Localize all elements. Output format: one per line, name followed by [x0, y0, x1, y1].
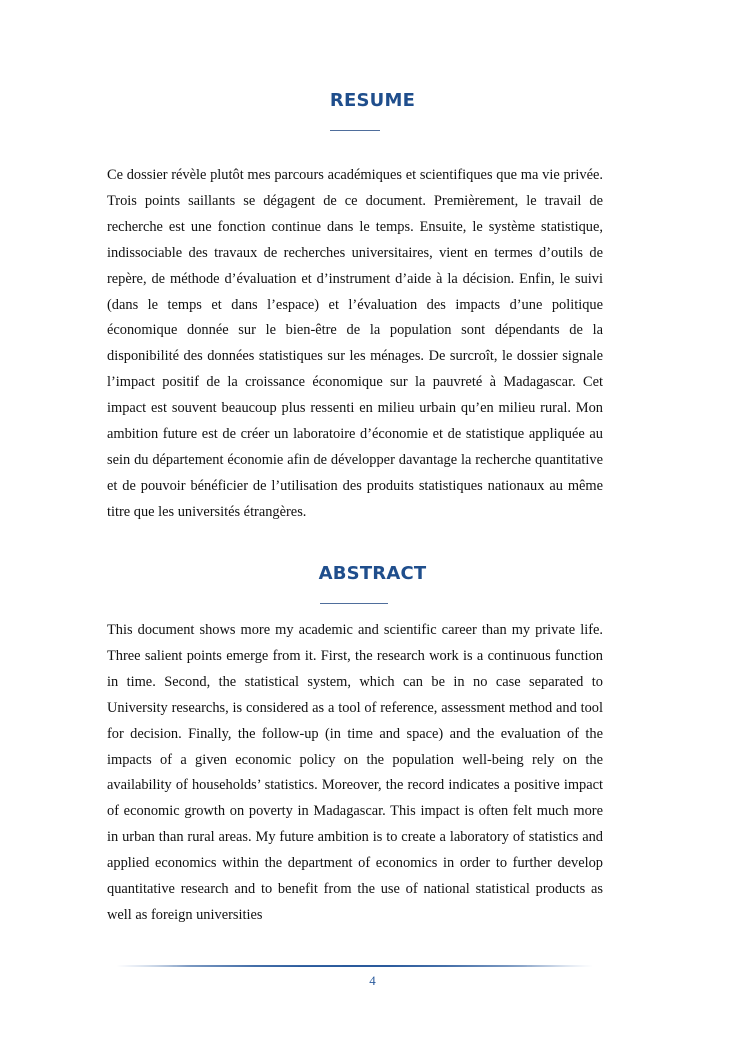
footer-decorative-rule	[116, 964, 594, 968]
abstract-heading-underline	[320, 603, 388, 604]
resume-heading: RESUME	[329, 90, 416, 111]
abstract-paragraph: This document shows more my academic and scientific career than my private life. Three salient points emerge from it. First, the research work is a continuous function in time. Second, the statistical system, which can be in no case separated to University researchs, is considered as a tool of reference, assessment method and tool for decision. Finally, the follow-up (in time and space) and the evaluation of the impacts of a given economic policy on the population well-being rely on the availability of households’ statistics. Moreover, the record indicates a positive impact of economic growth on poverty in Madagascar. This impact is often felt much more in urban than rural areas. My future ambition is to create a laboratory of statistics and applied economics within the department of economics in order to further develop quantitative research and to benefit from the use of national statistical products as well as foreign universities	[107, 622, 603, 923]
resume-paragraph: Ce dossier révèle plutôt mes parcours académiques et scientifiques que ma vie privée. Trois points saillants se dégagent de ce document. Premièrement, le travail de recherche est une fonction continue dans le temps. Ensuite, le système statistique, indissociable des travaux de recherches universitaires, vient en termes d’outils de repère, de méthode d’évaluation et d’instrument d’aide à la décision. Enfin, le suivi (dans le temps et dans l’espace) et l’évaluation des impacts d’une politique économique donnée sur le bien-être de la population sont dépendants de la disponibilité des données statistiques sur les ménages. De surcroît, le dossier signale l’impact positif de la croissance économique sur la pauvreté à Madagascar. Cet impact est souvent beaucoup plus ressenti en milieu urbain qu’en milieu rural. Mon ambition future est de créer un laboratoire d’économie et de statistique appliquée au sein du département économie afin de développer davantage la recherche quantitative et de pouvoir bénéficier de l’utilisation des produits statistiques nationaux au même titre que les universités étrangères.	[107, 167, 603, 520]
page-number: 4	[369, 973, 376, 988]
abstract-heading: ABSTRACT	[318, 563, 427, 584]
resume-heading-underline	[330, 130, 380, 131]
